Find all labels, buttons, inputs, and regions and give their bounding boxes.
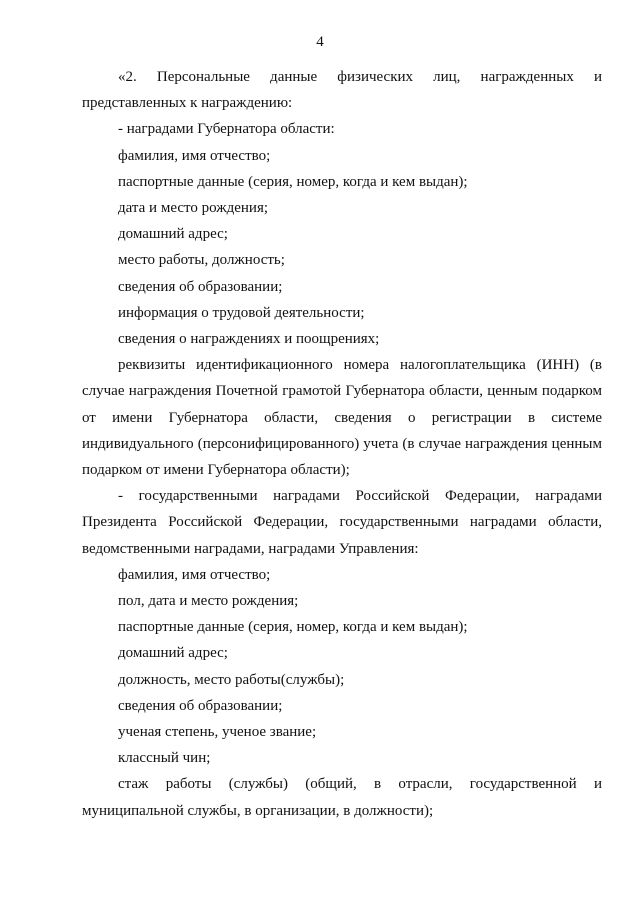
list-item: домашний адрес; xyxy=(118,226,228,243)
paragraph-inn: реквизиты идентификационного номера налогоплательщика (ИНН) (в случае награждения Почетной грамотой Губернатора области, ценным подарком от имени Губернатора области, сведения о регистрации в системе индивидуального (персонифицированного) учета (в случае награждения ценным подарком от имени Губернатора области); xyxy=(82,357,602,479)
list-item: должность, место работы(службы); xyxy=(118,671,345,688)
list-item: домашний адрес; xyxy=(118,645,228,662)
page-number: 4 xyxy=(316,34,324,50)
list-item: паспортные данные (серия, номер, когда и кем выдан); xyxy=(118,173,468,190)
list-item: пол, дата и место рождения; xyxy=(118,593,299,610)
list-heading-governor-awards: - наградами Губернатора области: xyxy=(118,121,335,138)
list-item: фамилия, имя отчество; xyxy=(118,147,271,164)
list-item: сведения о награждениях и поощрениях; xyxy=(118,331,380,348)
list-item: информация о трудовой деятельности; xyxy=(118,304,365,321)
list-item: паспортные данные (серия, номер, когда и кем выдан); xyxy=(118,619,468,636)
paragraph-experience: стаж работы (службы) (общий, в отрасли, государственной и муниципальной службы, в организации, в должности); xyxy=(82,776,602,819)
list-item: ученая степень, ученое звание; xyxy=(118,724,317,741)
list-item: сведения об образовании; xyxy=(118,278,283,295)
document-body xyxy=(82,64,602,824)
list-item: фамилия, имя отчество; xyxy=(118,566,271,583)
list-heading-state-awards: - государственными наградами Российской Федерации, наградами Президента Российской Федерации, государственными наградами области, ведомственными наградами, наградами Управления: xyxy=(82,488,602,557)
list-item: дата и место рождения; xyxy=(118,200,269,217)
list-item: сведения об образовании; xyxy=(118,697,283,714)
list-item: классный чин; xyxy=(118,750,211,767)
paragraph-intro: «2. Персональные данные физических лиц, награжденных и представленных к награждению: xyxy=(82,69,602,112)
list-item: место работы, должность; xyxy=(118,252,285,269)
